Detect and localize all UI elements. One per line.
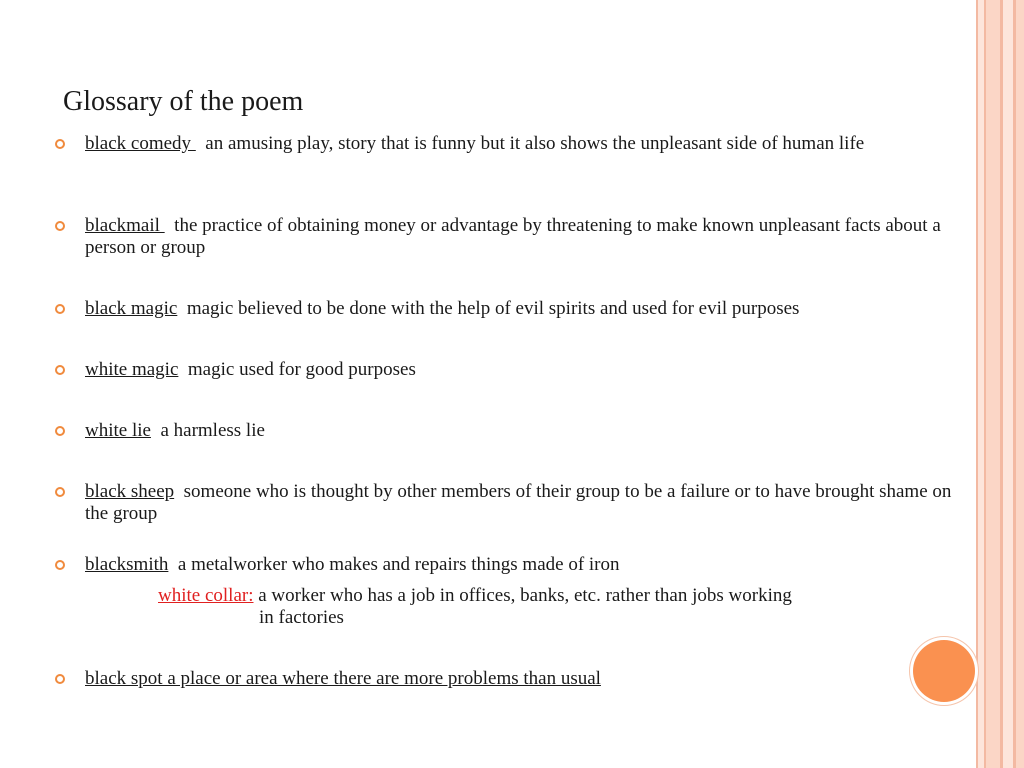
glossary-term: black magic — [85, 298, 178, 319]
glossary-item — [85, 481, 965, 525]
glossary-definition: an amusing play, story that is funny but it also shows the unpleasant side of human life — [195, 133, 865, 154]
decorative-stripes — [976, 0, 1024, 768]
bullet-icon — [55, 221, 65, 231]
glossary-item — [85, 668, 965, 690]
glossary-term: white lie — [85, 420, 151, 441]
glossary-term: blacksmith — [85, 554, 169, 575]
glossary-definition: magic believed to be done with the help of evil spirits and used for evil purposes — [177, 298, 800, 319]
glossary-definition: a metalworker who makes and repairs things made of iron — [168, 554, 620, 575]
slide-title: Glossary of the poem — [63, 86, 304, 117]
glossary-term-highlighted: white collar: — [158, 585, 254, 606]
glossary-term: black comedy — [85, 133, 196, 154]
glossary-term: white magic — [85, 359, 179, 380]
glossary-definition: the practice of obtaining money or advantage by threatening to make known unpleasant facts about a person or group — [85, 215, 946, 258]
glossary-definition-continued: in factories — [259, 607, 344, 628]
glossary-item — [85, 133, 965, 155]
glossary-definition: someone who is thought by other members of their group to be a failure or to have brought shame on the group — [85, 481, 957, 524]
glossary-item — [85, 298, 965, 320]
bullet-icon — [55, 139, 65, 149]
bullet-icon — [55, 487, 65, 497]
glossary-entry: black spot a place or area where there are more problems than usual — [85, 668, 601, 689]
bullet-icon — [55, 560, 65, 570]
glossary-definition: a worker who has a job in offices, banks, etc. rather than jobs working — [253, 585, 792, 606]
glossary-definition: a harmless lie — [150, 420, 265, 441]
bullet-icon — [55, 304, 65, 314]
glossary-term: blackmail — [85, 215, 165, 236]
bullet-icon — [55, 674, 65, 684]
glossary-sub-item — [158, 585, 928, 629]
bullet-icon — [55, 365, 65, 375]
glossary-item — [85, 554, 965, 576]
glossary-item — [85, 215, 965, 259]
bullet-icon — [55, 426, 65, 436]
glossary-definition: magic used for good purposes — [178, 359, 416, 380]
glossary-item — [85, 359, 965, 381]
glossary-item — [85, 420, 965, 442]
glossary-term: black sheep — [85, 481, 175, 502]
